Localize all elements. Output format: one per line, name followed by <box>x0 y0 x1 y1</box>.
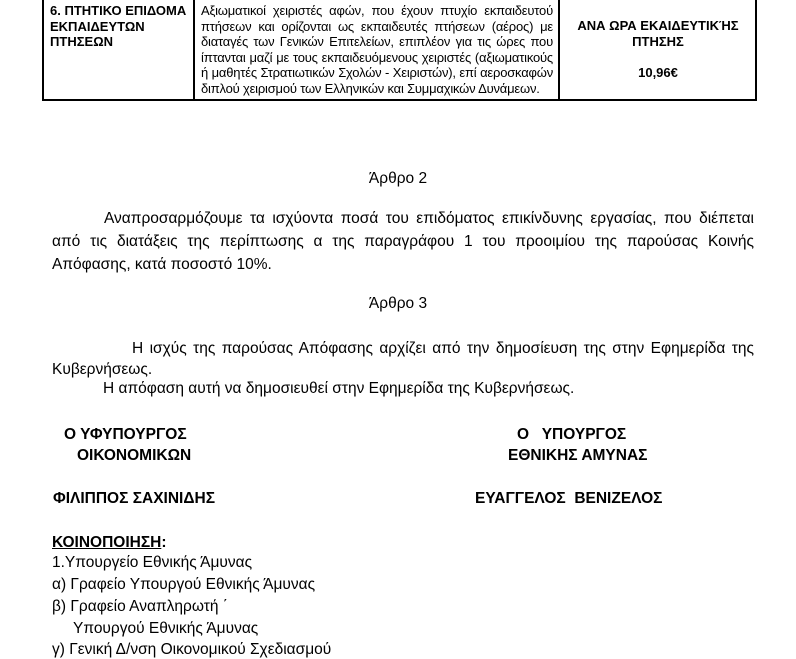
right-signatory-title-2: ΕΘΝΙΚΗΣ ΑΜΥΝΑΣ <box>508 447 648 464</box>
distribution-item: Υπουργού Εθνικής Άμυνας <box>73 620 259 637</box>
article-3-text-1: Η ισχύς της παρούσας Απόφασης αρχίζει από την δημοσίευση της στην Εφημερίδα της Κυβερνήσεως. <box>52 340 754 378</box>
rate-unit: ΑΝΑ ΩΡΑ ΕΚΑΙΔΕΥΤΙΚΉΣ ΠΤΗΣΗΣ <box>577 18 739 49</box>
left-signatory-title-1: Ο ΥΦΥΠΟΥΡΓΟΣ <box>64 426 187 443</box>
allowance-description-cell: Αξιωματικοί χειριστές αφών, που έχουν πτυχίο εκπαιδευτού πτήσεων και ορίζονται ως εκπαιδευτές πτήσεων (αέρος) με διαταγές των Γενικών Επιτελείων, επιπλέον για τις ώρες που ίπτανται μαζί με τους εκπαιδευόμενους χειριστές (αξιωματικούς ή μαθητές Στρατιωτικών Σχολών - Χειριστών), επί αεροσκαφών διπλού χειρισμού των Ελληνικών και Συμμαχικών Δυνάμεων. <box>194 0 559 100</box>
distribution-item: β) Γραφείο Αναπληρωτή ΄ <box>52 598 228 615</box>
right-signatory-title-1: Ο ΥΠΟΥΡΓΟΣ <box>517 426 627 443</box>
allowance-rate-cell <box>559 0 756 100</box>
distribution-item: 1.Υπουργείο Εθνικής Άμυνας <box>52 554 253 571</box>
article-2-text: Αναπροσαρμόζουμε τα ισχύοντα ποσά του επιδόματος επικίνδυνης εργασίας, που διέπεται από τις διατάξεις της περίπτωσης α της παραγράφου 1 του προοιμίου της παρούσας Κοινής Απόφασης, κατά ποσοστό 10%. <box>52 210 754 273</box>
left-signatory-name: ΦΙΛΙΠΠΟΣ ΣΑΧΙΝΙΔΗΣ <box>53 490 216 507</box>
distribution-item: γ) Γενική Δ/νση Οικονομικού Σχεδιασμού <box>52 641 332 658</box>
distribution-heading <box>52 534 167 552</box>
allowance-table <box>42 0 757 101</box>
table-row <box>43 0 756 100</box>
article-2-title: Άρθρο 2 <box>368 170 428 187</box>
article-3-title: Άρθρο 3 <box>368 295 428 312</box>
right-signatory-name: ΕΥΑΓΓΕΛΟΣ ΒΕΝΙΖΕΛΟΣ <box>475 490 663 507</box>
distribution-colon: : <box>161 534 167 551</box>
allowance-name-cell: 6. ΠΤΗΤΙΚΟ ΕΠΙΔΟΜΑ ΕΚΠΑΙΔΕΥΤΩΝ ΠΤΗΣΕΩΝ <box>43 0 194 100</box>
distribution-item: α) Γραφείο Υπουργού Εθνικής Άμυνας <box>52 576 316 593</box>
left-signatory-title-2: ΟΙΚΟΝΟΜΙΚΩΝ <box>77 447 192 464</box>
distribution-heading-text: ΚΟΙΝΟΠΟΙΗΣΗ <box>52 534 162 551</box>
article-3-text-2: Η απόφαση αυτή να δημοσιευθεί στην Εφημερίδα της Κυβερνήσεως. <box>103 380 575 397</box>
rate-amount: 10,96€ <box>638 65 678 81</box>
